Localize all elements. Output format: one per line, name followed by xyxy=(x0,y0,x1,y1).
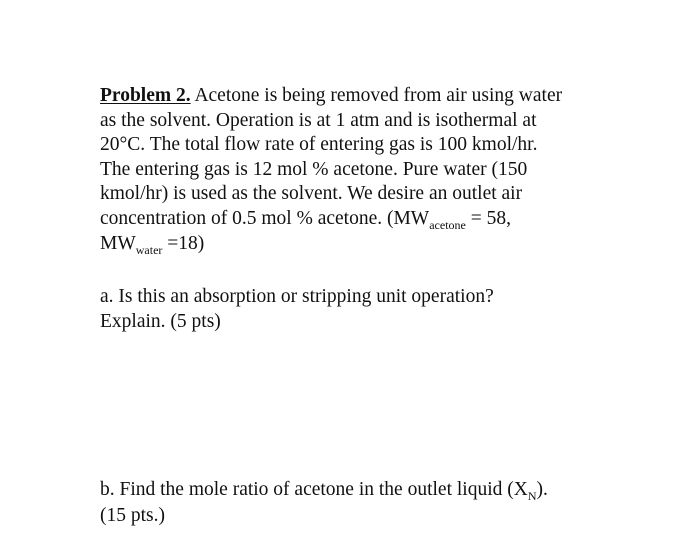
problem-line-1 xyxy=(100,84,660,109)
question-b xyxy=(100,478,660,528)
question-b-line-2: (15 pts.) xyxy=(100,504,165,526)
mw-water-subscript: water xyxy=(135,243,163,257)
mw-water-value: =18) xyxy=(162,233,205,254)
question-a xyxy=(100,285,660,334)
question-b-text: b. Find the mole ratio of acetone in the outlet liquid (X xyxy=(100,479,528,500)
problem-line-3: 20°C. The total flow rate of entering gas is 100 kmol/hr. xyxy=(100,134,538,155)
xn-subscript: N xyxy=(527,489,537,503)
concentration-text: concentration of 0.5 mol % acetone. (MW xyxy=(100,207,430,229)
question-a-line-1: a. Is this an absorption or stripping unit operation? xyxy=(100,286,494,307)
problem-line-7 xyxy=(100,232,660,258)
problem-line-2: as the solvent. Operation is at 1 atm and is isothermal at xyxy=(100,109,537,131)
problem-line-4: The entering gas is 12 mol % acetone. Pure water (150 xyxy=(100,158,528,180)
question-a-line-2: Explain. (5 pts) xyxy=(100,310,221,332)
problem-line-6 xyxy=(100,207,660,233)
question-b-line-1 xyxy=(100,478,660,504)
problem-statement xyxy=(100,84,660,258)
mw-acetone-subscript: acetone xyxy=(429,217,466,232)
mw-water-label: MW xyxy=(100,233,136,254)
problem-line-5: kmol/hr) is used as the solvent. We desire an outlet air xyxy=(100,183,523,204)
mw-acetone-value: = 58, xyxy=(465,207,511,229)
problem-heading: Problem 2. xyxy=(100,85,191,106)
question-b-close: ). xyxy=(536,479,548,500)
problem-text: Acetone is being removed from air using water xyxy=(190,85,563,106)
